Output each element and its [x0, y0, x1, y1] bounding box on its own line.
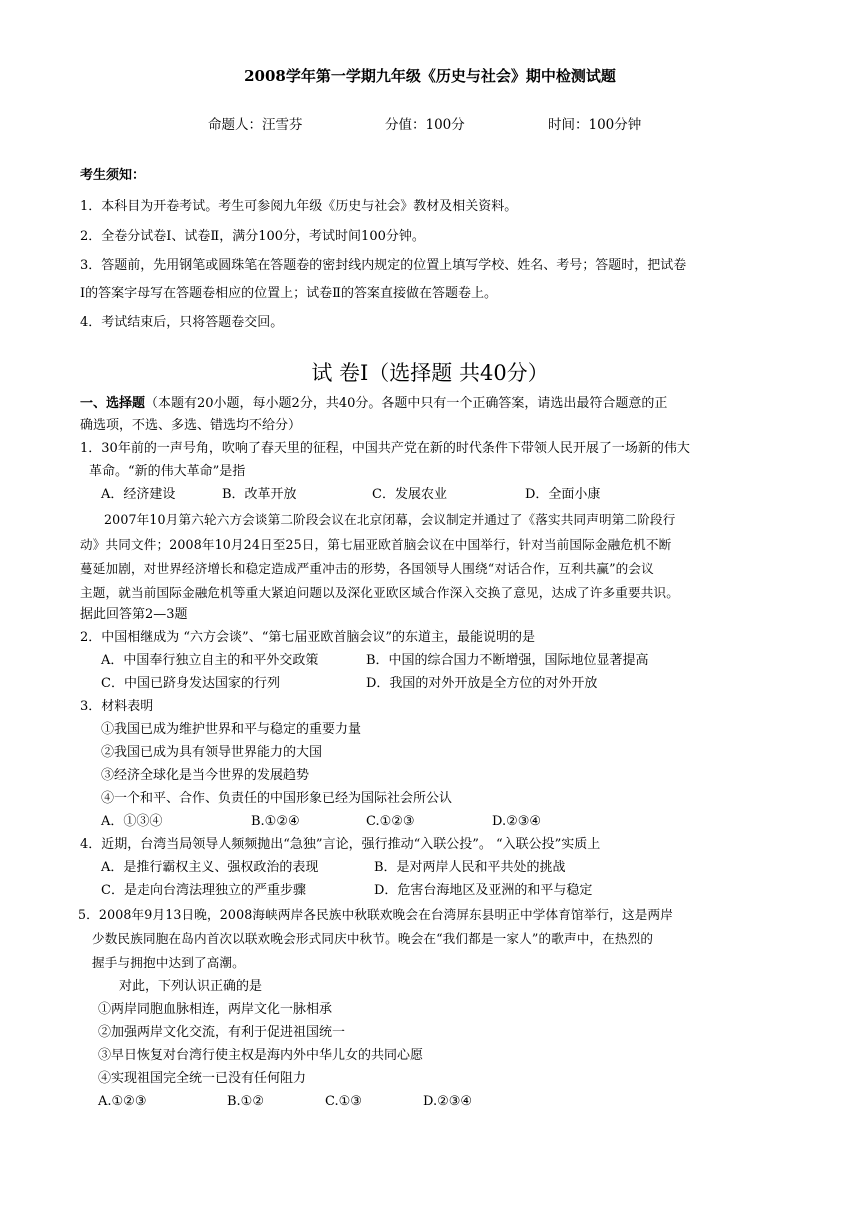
material-paragraph-line: 蔓延加剧，对世界经济增长和稳定造成严重冲击的形势，各国领导人围绕“对话合作，互利共赢”的会议 — [80, 561, 654, 576]
question-1-stem-cont: 革命。“新的伟大革命”是指 — [89, 464, 246, 479]
question-5-option-b: B.①② — [227, 1094, 264, 1109]
time-label: 时间：100分钟 — [548, 117, 642, 133]
question-5-option-c: C.①③ — [325, 1094, 362, 1109]
material-instruction: 据此回答第2—3题 — [80, 607, 188, 622]
section-instructions-bold: 一、选择题 — [80, 396, 146, 411]
material-paragraph-line: 主题，就当前国际金融危机等重大紧迫问题以及深化亚欧区域合作深入交换了意见，达成了许多重要共识。 — [80, 585, 679, 600]
question-2-option-a: A．中国奉行独立自主的和平外交政策 — [101, 653, 319, 668]
question-1-option-d: D．全面小康 — [525, 487, 601, 502]
question-1-option-a: A．经济建设 — [101, 487, 176, 502]
section-instructions — [80, 396, 667, 412]
question-2-stem: 2．中国相继成为 “六方会谈”、“第七届亚欧首脑会议”的东道主，最能说明的是 — [80, 630, 535, 645]
score-label: 分值：100分 — [385, 117, 465, 133]
question-4-option-b: B．是对两岸人民和平共处的挑战 — [374, 860, 566, 875]
question-5-statement: ③早日恢复对台湾行使主权是海内外中华儿女的共同心愿 — [98, 1048, 424, 1063]
question-3-statement: ①我国已成为维护世界和平与稳定的重要力量 — [101, 722, 362, 737]
notice-item: 4．考试结束后，只将答题卷交回。 — [80, 315, 284, 330]
question-2-option-d: D．我国的对外开放是全方位的对外开放 — [366, 676, 598, 691]
question-1-option-c: C．发展农业 — [372, 487, 447, 502]
question-5-stem-cont: 握手与拥抱中达到了高潮。 — [92, 955, 245, 970]
notice-item: 2．全卷分试卷Ⅰ、试卷Ⅱ，满分100分，考试时间100分钟。 — [80, 229, 425, 244]
section-instructions-text: （本题有20小题，每小题2分，共40分。各题中只有一个正确答案，请选出最符合题意的正 — [145, 396, 668, 411]
question-4-option-c: C．是走向台湾法理独立的严重步骤 — [101, 883, 306, 898]
question-3-statement: ③经济全球化是当今世界的发展趋势 — [101, 768, 310, 783]
question-1-stem: 1．30年前的一声号角，吹响了春天里的征程，中国共产党在新的时代条件下带领人民开展了一场新的伟大 — [80, 441, 690, 456]
notice-item: 3．答题前，先用钢笔或圆珠笔在答题卷的密封线内规定的位置上填写学校、姓名、考号；答题时，把试卷 — [80, 258, 687, 273]
material-paragraph-line: 2007年10月第六轮六方会谈第二阶段会议在北京闭幕，会议制定并通过了《落实共同声明第二阶段行 — [104, 512, 676, 527]
question-3-option-a: A．①③④ — [101, 814, 163, 829]
question-5-prompt: 对此，下列认识正确的是 — [119, 979, 263, 994]
question-5-statement: ②加强两岸文化交流，有利于促进祖国统一 — [98, 1025, 346, 1040]
question-5-stem-cont: 少数民族同胞在岛内首次以联欢晚会形式同庆中秋节。晚会在“我们都是一家人”的歌声中，在热烈的 — [92, 931, 654, 946]
notice-item: Ⅰ的答案字母写在答题卷相应的位置上；试卷Ⅱ的答案直接做在答题卷上。 — [80, 286, 497, 301]
question-5-option-a: A.①②③ — [98, 1094, 147, 1109]
question-1-option-b: B．改革开放 — [222, 487, 297, 502]
question-3-stem: 3．材料表明 — [80, 699, 154, 714]
notice-item: 1．本科目为开卷考试。考生可参阅九年级《历史与社会》教材及相关资料。 — [80, 199, 518, 214]
question-2-option-b: B．中国的综合国力不断增强，国际地位显著提高 — [366, 653, 649, 668]
question-3-option-d: D.②③④ — [492, 814, 542, 829]
question-3-option-c: C.①②③ — [366, 814, 415, 829]
notice-heading: 考生须知： — [80, 168, 146, 183]
question-3-option-b: B.①②④ — [251, 814, 300, 829]
author-label: 命题人：汪雪芬 — [208, 117, 303, 133]
question-2-option-c: C．中国已跻身发达国家的行列 — [101, 676, 280, 691]
section-instructions-line2: 确选项，不选、多选、错选均不给分） — [80, 418, 302, 433]
question-4-stem: 4．近期，台湾当局领导人频频抛出“急独”言论，强行推动“入联公投”。 “入联公投”实质上 — [80, 837, 601, 852]
material-paragraph-line: 动》共同文件；2008年10月24日至25日，第七届亚欧首脑会议在中国举行，针对当前国际金融危机不断 — [80, 537, 672, 552]
question-3-statement: ④一个和平、合作、负责任的中国形象已经为国际社会所公认 — [101, 791, 453, 806]
question-4-option-d: D．危害台海地区及亚洲的和平与稳定 — [374, 883, 593, 898]
question-4-option-a: A．是推行霸权主义、强权政治的表现 — [101, 860, 319, 875]
section-title: 试 卷Ⅰ（选择题 共40分） — [311, 361, 549, 385]
question-3-statement: ②我国已成为具有领导世界能力的大国 — [101, 745, 323, 760]
question-5-statement: ④实现祖国完全统一已没有任何阻力 — [98, 1071, 307, 1086]
question-5-option-d: D.②③④ — [423, 1094, 473, 1109]
exam-title: 2008学年第一学期九年级《历史与社会》期中检测试题 — [244, 67, 616, 85]
question-5-statement: ①两岸同胞血脉相连，两岸文化一脉相承 — [98, 1002, 333, 1017]
question-5-stem: 5．2008年9月13日晚，2008海峡两岸各民族中秋联欢晚会在台湾屏东县明正中学体育馆举行，这是两岸 — [78, 907, 673, 922]
